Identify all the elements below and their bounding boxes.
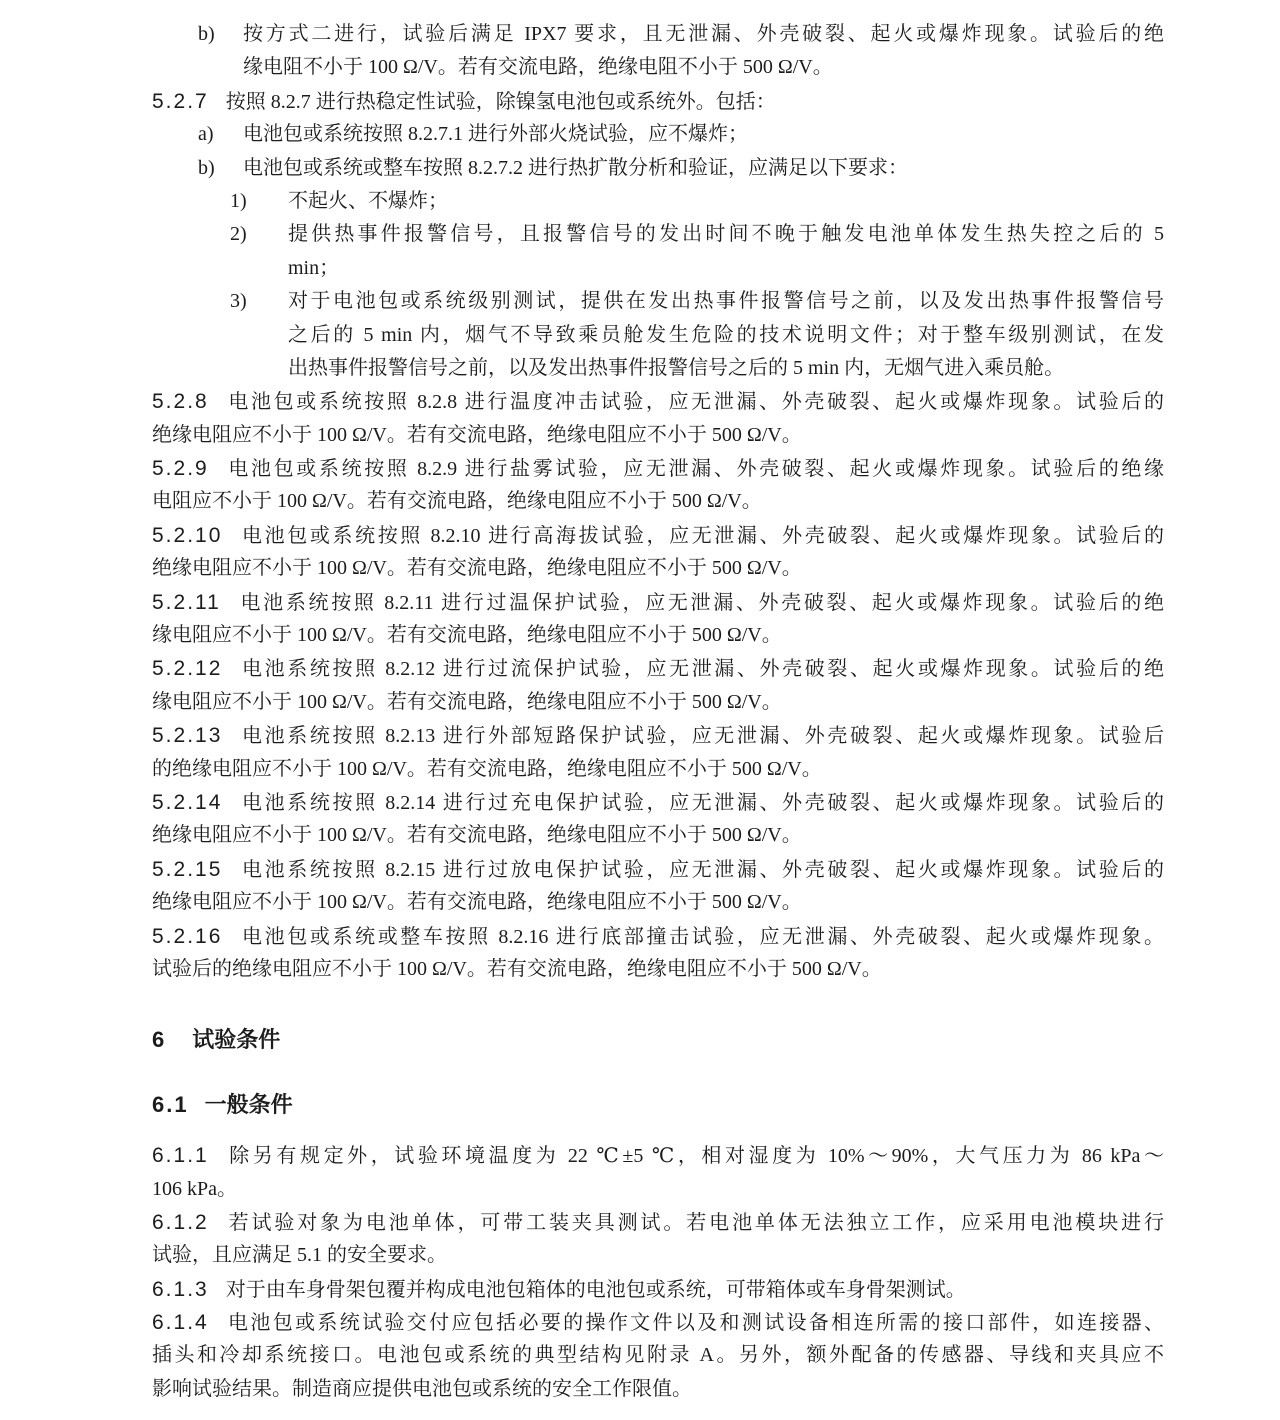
text-line: 的绝缘电阻应不小于 100 Ω/V。若有交流电路，绝缘电阻应不小于 500 Ω/V。: [152, 757, 822, 780]
text-line: [152, 1206, 1164, 1239]
clause-number: 5.2.9: [152, 457, 209, 481]
clause-5-2-8: [152, 385, 1164, 452]
clause-number: 5.2.11: [152, 590, 221, 614]
text-line: [152, 519, 1164, 552]
clause-number: 6.1.2: [152, 1210, 209, 1234]
chapter-heading-6: [152, 1023, 1164, 1056]
text-line: [152, 586, 1164, 619]
list-item-b-continued: [152, 18, 1164, 85]
section-number: 6.1: [152, 1091, 189, 1117]
clause-5-2-11: [152, 586, 1164, 653]
sub-item-1: [152, 185, 1164, 218]
clause-6-1-3: [152, 1273, 1164, 1306]
text-line: 电阻应不小于 100 Ω/V。若有交流电路，绝缘电阻应不小于 500 Ω/V。: [152, 490, 762, 513]
clause-6-1-4: [152, 1306, 1164, 1406]
list-label: a): [198, 123, 214, 146]
text-line: [152, 452, 1164, 485]
text-line: 影响试验结果。制造商应提供电池包或系统的安全工作限值。: [152, 1377, 692, 1400]
sub-item-3: [152, 285, 1164, 385]
clause-text: 电池包或系统按照 8.2.9 进行盐雾试验，应无泄漏、外壳破裂、起火或爆炸现象。试验后的绝缘: [225, 458, 1164, 481]
text-line: 不起火、不爆炸；: [288, 189, 448, 212]
text-line: 电池包或系统按照 8.2.7.1 进行外部火烧试验，应不爆炸；: [243, 123, 748, 146]
clause-number: 6.1.3: [152, 1277, 209, 1301]
clause-number: 5.2.13: [152, 724, 223, 748]
list-item-a: [152, 118, 1164, 151]
clause-text: 电池包或系统按照 8.2.10 进行高海拔试验，应无泄漏、外壳破裂、起火或爆炸现象。试验后的: [239, 524, 1164, 547]
clause-text: 电池包或系统按照 8.2.8 进行温度冲击试验，应无泄漏、外壳破裂、起火或爆炸现象。试验后的: [225, 391, 1164, 414]
text-line: 绝缘电阻应不小于 100 Ω/V。若有交流电路，绝缘电阻应不小于 500 Ω/V。: [152, 557, 802, 580]
list-label: b): [198, 23, 215, 45]
clause-5-2-16: [152, 920, 1164, 987]
clause-number: 5.2.15: [152, 857, 223, 881]
text-line: [152, 652, 1164, 685]
clause-text: 电池包或系统试验交付应包括必要的操作文件以及和测试设备相连所需的接口部件，如连接器、: [225, 1312, 1164, 1335]
clause-5-2-12: [152, 652, 1164, 719]
clause-text: 电池系统按照 8.2.13 进行外部短路保护试验，应无泄漏、外壳破裂、起火或爆炸现象。试验后: [239, 725, 1164, 748]
text-line: [152, 1306, 1164, 1339]
text-line: [152, 1273, 1164, 1306]
text-line: 绝缘电阻应不小于 100 Ω/V。若有交流电路，绝缘电阻应不小于 500 Ω/V。: [152, 891, 802, 914]
clause-text: 对于由车身骨架包覆并构成电池包箱体的电池包或系统，可带箱体或车身骨架测试。: [225, 1278, 966, 1301]
text-line: 之后的 5 min 内，烟气不导致乘员舱发生危险的技术说明文件；对于整车级别测试，在发: [288, 323, 1164, 346]
text-line: 绝缘电阻应不小于 100 Ω/V。若有交流电路，绝缘电阻应不小于 500 Ω/V。: [152, 824, 802, 847]
text-line: 插头和冷却系统接口。电池包或系统的典型结构见附录 A。另外，额外配备的传感器、导线和夹具应不: [152, 1344, 1164, 1367]
text-line: [152, 85, 1164, 118]
text-line: 缘电阻应不小于 100 Ω/V。若有交流电路，绝缘电阻应不小于 500 Ω/V。: [152, 690, 782, 713]
clause-text: 除另有规定外，试验环境温度为 22 ℃±5 ℃，相对湿度为 10%～90%，大气压力为 86 kPa～: [225, 1145, 1164, 1168]
text-line: 试验后的绝缘电阻应不小于 100 Ω/V。若有交流电路，绝缘电阻应不小于 500 Ω/V。: [152, 957, 882, 980]
text-line: min；: [288, 256, 340, 279]
text-line: [152, 853, 1164, 886]
text-line: 对于电池包或系统级别测试，提供在发出热事件报警信号之前，以及发出热事件报警信号: [288, 290, 1164, 313]
text-line: [152, 786, 1164, 819]
clause-text: 电池系统按照 8.2.14 进行过充电保护试验，应无泄漏、外壳破裂、起火或爆炸现象。试验后的: [239, 791, 1164, 814]
clause-number: 6.1.4: [152, 1311, 209, 1335]
list-label: 2): [230, 223, 247, 246]
chapter-title: 试验条件: [192, 1027, 281, 1053]
clause-text: 按照 8.2.7 进行热稳定性试验，除镍氢电池包或系统外。包括：: [225, 90, 776, 113]
clause-text: 电池系统按照 8.2.11 进行过温保护试验，应无泄漏、外壳破裂、起火或爆炸现象。试验后的绝: [237, 591, 1164, 614]
section-heading-6-1: [152, 1088, 1164, 1121]
clause-text: 电池系统按照 8.2.12 进行过流保护试验，应无泄漏、外壳破裂、起火或爆炸现象。试验后的绝: [239, 658, 1164, 681]
text-line: [152, 385, 1164, 418]
clause-6-1-2: [152, 1206, 1164, 1273]
text-line: 提供热事件报警信号，且报警信号的发出时间不晚于触发电池单体发生热失控之后的 5: [288, 223, 1164, 246]
clause-text: 电池包或系统或整车按照 8.2.16 进行底部撞击试验，应无泄漏、外壳破裂、起火或爆炸现象。: [239, 925, 1164, 948]
sub-item-2: [152, 218, 1164, 285]
text-line: [152, 719, 1164, 752]
text-line: 按方式二进行，试验后满足 IPX7 要求，且无泄漏、外壳破裂、起火或爆炸现象。试验后的绝: [243, 23, 1164, 45]
section-title: 一般条件: [204, 1091, 293, 1117]
list-label: 3): [230, 290, 247, 313]
clause-5-2-14: [152, 786, 1164, 853]
text-line: 出热事件报警信号之前，以及发出热事件报警信号之后的 5 min 内，无烟气进入乘员舱。: [288, 356, 1065, 379]
list-label: b): [198, 156, 215, 179]
text-line: [152, 920, 1164, 953]
text-line: 试验，且应满足 5.1 的安全要求。: [152, 1244, 447, 1267]
clause-number: 5.2.7: [152, 89, 209, 113]
clause-number: 5.2.10: [152, 523, 223, 547]
clause-5-2-10: [152, 519, 1164, 586]
text-line: 绝缘电阻应不小于 100 Ω/V。若有交流电路，绝缘电阻应不小于 500 Ω/V。: [152, 423, 802, 446]
text-line: 电池包或系统或整车按照 8.2.7.2 进行热扩散分析和验证，应满足以下要求：: [243, 156, 908, 179]
text-line: 缘电阻应不小于 100 Ω/V。若有交流电路，绝缘电阻应不小于 500 Ω/V。: [152, 624, 782, 647]
clause-text: 电池系统按照 8.2.15 进行过放电保护试验，应无泄漏、外壳破裂、起火或爆炸现象。试验后的: [239, 858, 1164, 881]
clause-number: 5.2.16: [152, 924, 223, 948]
clause-number: 6.1.1: [152, 1144, 209, 1168]
clause-5-2-7: [152, 85, 1164, 118]
document-body: [152, 18, 1164, 1406]
clause-5-2-13: [152, 719, 1164, 786]
list-item-b: [152, 152, 1164, 185]
chapter-number: 6: [152, 1027, 167, 1053]
clause-5-2-9: [152, 452, 1164, 519]
clause-5-2-15: [152, 853, 1164, 920]
clause-number: 5.2.14: [152, 790, 223, 814]
text-line: 缘电阻不小于 100 Ω/V。若有交流电路，绝缘电阻不小于 500 Ω/V。: [243, 56, 833, 79]
clause-number: 5.2.12: [152, 657, 223, 681]
text-line: 106 kPa。: [152, 1177, 237, 1200]
clause-text: 若试验对象为电池单体，可带工装夹具测试。若电池单体无法独立工作，应采用电池模块进行: [225, 1211, 1164, 1234]
list-label: 1): [230, 189, 247, 212]
clause-number: 5.2.8: [152, 390, 209, 414]
clause-6-1-1: [152, 1139, 1164, 1206]
text-line: [152, 1139, 1164, 1172]
